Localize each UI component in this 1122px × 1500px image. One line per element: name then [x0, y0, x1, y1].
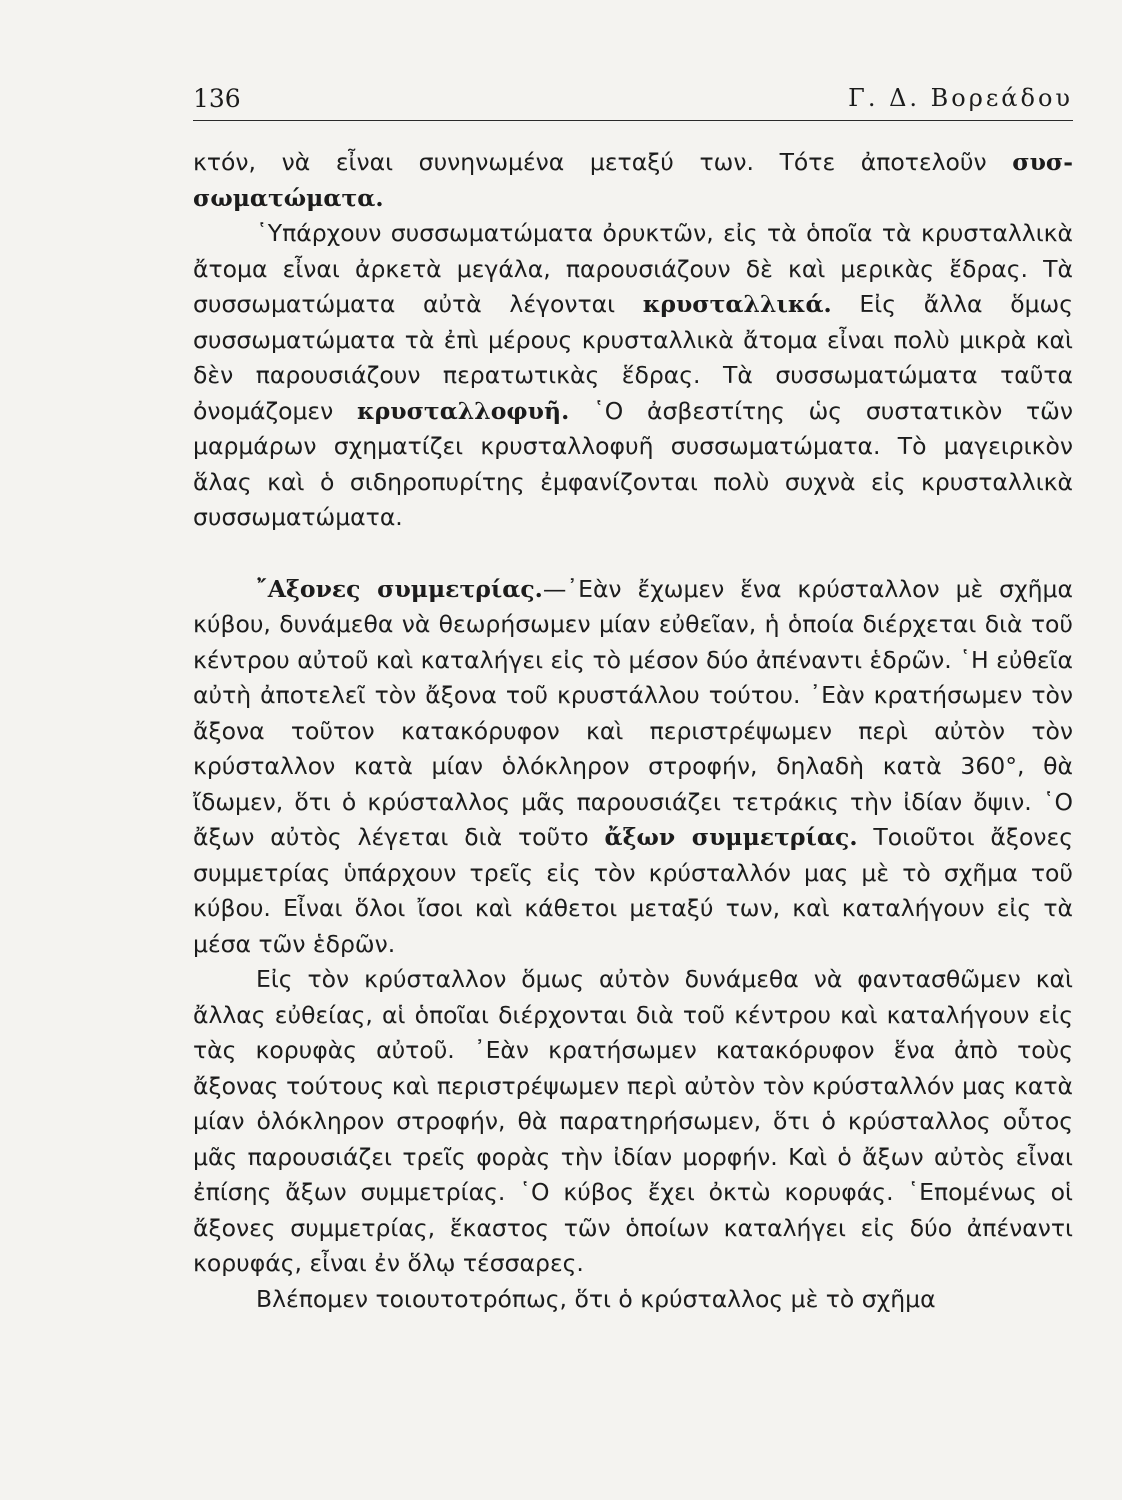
page-header — [193, 84, 1073, 118]
paragraph-3 — [193, 572, 1073, 963]
text-run: ῾Ο ἀσβεστίτης ὡς συστατικὸν τῶν μαρμάρων σχηματίζει κρυσταλλοφυῆ συσσωματώματα. Τὸ μαγειρικὸν ἅλας καὶ ὁ σιδηροπυρίτης ἐμφανίζονται πολὺ συχνὰ εἰς κρυσταλλικὰ συσσωματώματα. — [193, 396, 1073, 531]
term-bold: κρυσταλλοφυῆ. — [357, 396, 570, 425]
text-run: ῾Υπάρχουν συσσωματώματα ὀρυκτῶν, εἰς τὰ ὁποῖα τὰ κρυσταλλικὰ ἄτομα εἶναι ἀρκετὰ μεγάλα, παρουσιάζουν δὲ καὶ μερικὰς ἕδρας. Τὰ συσσωματώματα αὐτὰ λέγονται — [193, 219, 1073, 318]
body-text — [193, 145, 1073, 1317]
page-number: 136 — [193, 84, 241, 113]
paragraph-5 — [193, 1282, 1073, 1318]
text-run: Βλέπομεν τοιουτοτρόπως, ὅτι ὁ κρύσταλλος μὲ τὸ σχῆμα — [256, 1284, 936, 1313]
term-bold: κρυσταλλικά. — [642, 290, 832, 318]
section-heading: ῎Αξονες συμμετρίας. — [256, 574, 543, 603]
term-bold: συσ-σωματώματα. — [193, 148, 1073, 212]
term-bold: ἄξων συμμετρίας. — [604, 823, 858, 851]
paragraph-4 — [193, 962, 1073, 1282]
text-run: κτόν, νὰ εἶναι συνηνωμένα μεταξύ των. Τότε ἀποτελοῦν — [193, 148, 1013, 176]
text-run: Τοιοῦτοι ἄξονες συμμετρίας ὑπάρχουν τρεῖς εἰς τὸν κρύσταλλόν μας μὲ τὸ σχῆμα τοῦ κύβου. Εἶναι ὅλοι ἴσοι καὶ κάθετοι μεταξύ των, καὶ καταλήγουν εἰς τὰ μέσα τῶν ἑδρῶν. — [193, 823, 1073, 958]
header-rule — [193, 120, 1073, 121]
paragraph-2 — [193, 216, 1073, 536]
text-run: —᾿Εὰν ἔχωμεν ἕνα κρύσταλλον μὲ σχῆμα κύβου, δυνάμεθα νὰ θεωρήσωμεν μίαν εὐθεῖαν, ἡ ὁποία διέρχεται διὰ τοῦ κέντρου αὐτοῦ καὶ καταλήγει εἰς τὸ μέσον δύο ἀπέναντι ἑδρῶν. ῾Η εὐθεῖα αὐτὴ ἀποτελεῖ τὸν ἄξονα τοῦ κρυστάλλου τούτου. ᾿Εὰν κρατήσωμεν τὸν ἄξονα τοῦτον κατακόρυφον καὶ περιστρέψωμεν περὶ αὐτὸν τὸν κρύσταλλον κατὰ μίαν ὁλόκληρον στροφήν, δηλαδὴ κατὰ 360°, θὰ ἴδωμεν, ὅτι ὁ κρύσταλλος μᾶς παρουσιάζει τετράκις τὴν ἰδίαν ὄψιν. ῾Ο ἄξων αὐτὸς λέγεται διὰ τοῦτο — [193, 574, 1073, 851]
text-run: Εἰς τὸν κρύσταλλον ὅμως αὐτὸν δυνάμεθα νὰ φαντασθῶμεν καὶ ἄλλας εὐθείας, αἱ ὁποῖαι διέρχονται διὰ τοῦ κέντρου καὶ καταλήγουν εἰς τὰς κορυφὰς αὐτοῦ. ᾿Εὰν κρατήσωμεν κατακόρυφον ἕνα ἀπὸ τοὺς ἄξονας τούτους καὶ περιστρέψωμεν περὶ αὐτὸν τὸν κρύσταλλόν μας κατὰ μίαν ὁλόκληρον στροφήν, θὰ παρατηρήσωμεν, ὅτι ὁ κρύσταλλος οὗτος μᾶς παρουσιάζει τρεῖς φορὰς τὴν ἰδίαν μορφήν. Καὶ ὁ ἄξων αὐτὸς εἶναι ἐπίσης ἄξων συμμετρίας. ῾Ο κύβος ἔχει ὀκτὼ κορυφάς. ῾Επομένως οἱ ἄξονες συμμετρίας, ἕκαστος τῶν ὁποίων καταλήγει εἰς δύο ἀπέναντι κορυφάς, εἶναι ἐν ὅλῳ τέσσαρες. — [193, 965, 1073, 1277]
running-head: Γ. Δ. Βορεάδου — [848, 84, 1073, 112]
paragraph-1 — [193, 145, 1073, 216]
text-run: Εἰς ἄλλα ὅμως συσσωματώματα τὰ ἐπὶ μέρους κρυσταλλικὰ ἄτομα εἶναι πολὺ μικρὰ καὶ δὲν παρουσιάζουν περατωτικὰς ἕδρας. Τὰ συσσωματώματα ταῦτα ὀνομάζομεν — [193, 290, 1073, 425]
